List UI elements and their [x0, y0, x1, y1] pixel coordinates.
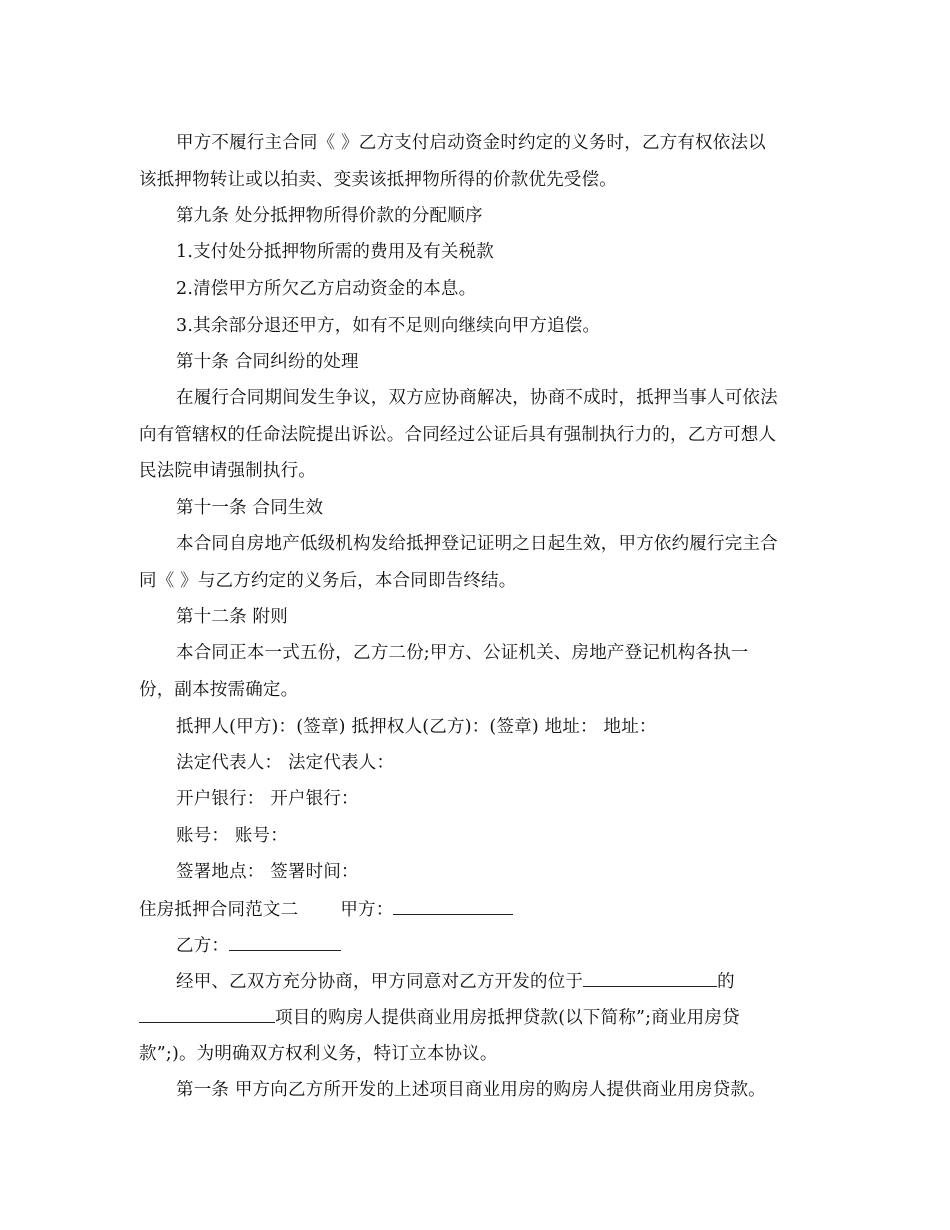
signature-line: 签署地点： 签署时间： [176, 862, 359, 882]
paragraph-line: 向有管辖权的任命法院提出诉讼。合同经过公证后具有强制执行力的，乙方可想人 [139, 425, 777, 445]
paragraph-line: 在履行合同期间发生争议，双方应协商解决，协商不成时，抵押当事人可依法 [176, 388, 778, 408]
agreement-line [176, 970, 735, 993]
contract-title-line [139, 898, 513, 921]
party-a-label: 甲方： [340, 900, 394, 920]
party-a-blank [393, 898, 513, 915]
paragraph-line: 本合同正本一式五份，乙方二份;甲方、公证机关、房地产登记机构各执一 [176, 643, 749, 663]
article-heading: 第十条 合同纠纷的处理 [176, 352, 359, 372]
paragraph-line: 本合同自房地产低级机构发给抵押登记证明之日起生效，甲方依约履行完主合 [176, 534, 778, 554]
paragraph-line: 该抵押物转让或以拍卖、变卖该抵押物所得的价款优先受偿。 [139, 170, 617, 190]
agreement-line [139, 1006, 740, 1029]
signature-line: 抵押人(甲方)：(签章) 抵押权人(乙方)：(签章) 地址： 地址： [176, 717, 657, 737]
party-b-blank [229, 934, 341, 951]
paragraph-line: 份，副本按需确定。 [139, 680, 299, 700]
agreement-text: 经甲、乙双方充分协商，甲方同意对乙方开发的位于 [176, 972, 584, 992]
article-heading: 第十一条 合同生效 [176, 498, 324, 518]
list-item: 1.支付处分抵押物所需的费用及有关税款 [176, 242, 494, 262]
article-heading: 第十二条 附则 [176, 607, 288, 627]
contract-title: 住房抵押合同范文二 [139, 900, 299, 920]
paragraph-line: 甲方不履行主合同《 》乙方支付启动资金时约定的义务时，乙方有权依法以 [176, 133, 766, 153]
article-heading: 第九条 处分抵押物所得价款的分配顺序 [176, 206, 483, 226]
agreement-text: 的 [717, 972, 735, 992]
list-item: 2.清偿甲方所欠乙方启动资金的本息。 [176, 279, 477, 299]
list-item: 3.其余部分退还甲方，如有不足则向继续向甲方追偿。 [176, 316, 601, 336]
agreement-line: 款”;)。为明确双方权利义务，特订立本协议。 [139, 1044, 498, 1064]
signature-line: 法定代表人： 法定代表人： [176, 753, 395, 773]
project-blank [139, 1006, 275, 1023]
party-b-line [176, 934, 341, 957]
signature-line: 开户银行： 开户银行： [176, 789, 359, 809]
article-heading: 第一条 甲方向乙方所开发的上述项目商业用房的购房人提供商业用房贷款。 [176, 1080, 766, 1100]
paragraph-line: 民法院申请强制执行。 [139, 461, 316, 481]
agreement-text: 项目的购房人提供商业用房抵押贷款(以下简称”;商业用房贷 [275, 1008, 740, 1028]
paragraph-line: 同《 》与乙方约定的义务后，本合同即告终结。 [139, 571, 517, 591]
signature-line: 账号： 账号： [176, 826, 288, 846]
location-blank [583, 970, 717, 987]
party-b-label: 乙方： [176, 936, 230, 956]
